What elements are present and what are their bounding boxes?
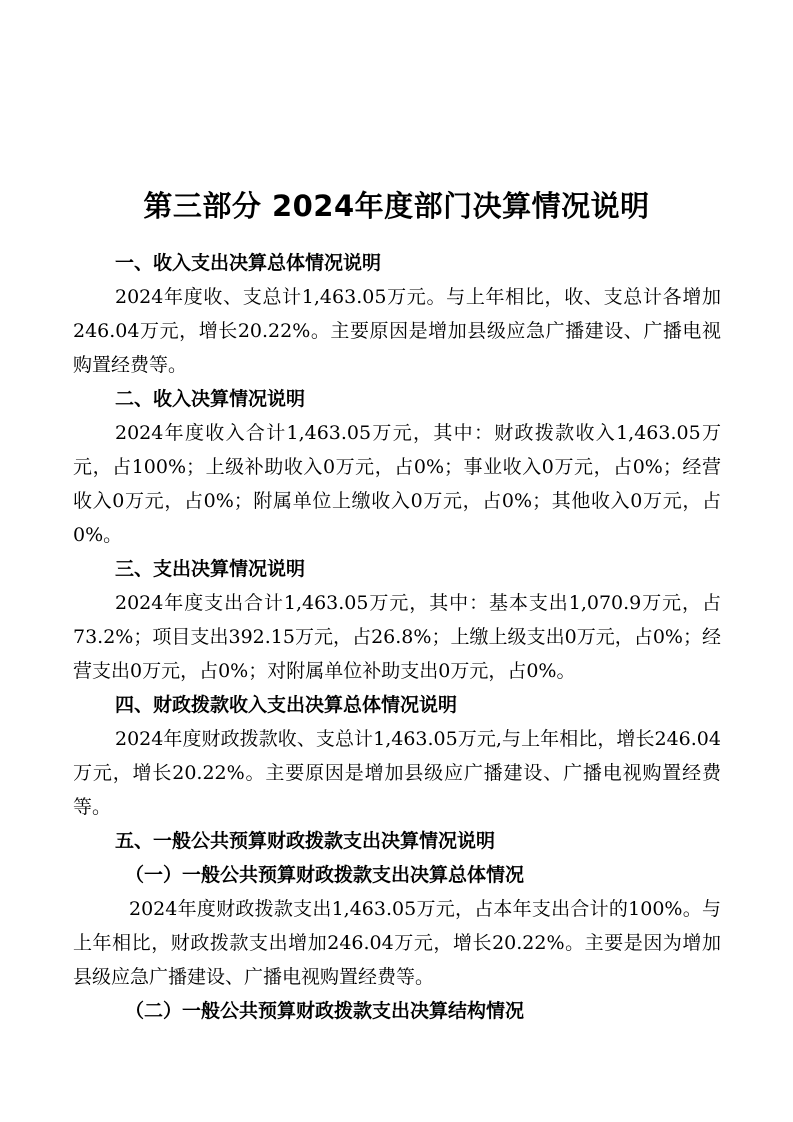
section-heading-income: 二、收入决算情况说明: [115, 388, 306, 410]
section-heading-income-expenditure-overview: 一、收入支出决算总体情况说明: [115, 252, 382, 274]
subsection-heading-overall: （一）一般公共预算财政拨款支出决算总体情况: [125, 864, 525, 886]
subsection-heading-structure: （二）一般公共预算财政拨款支出决算结构情况: [125, 1000, 525, 1022]
section-text-fiscal-appropriation: 2024年度财政拨款收、支总计1,463.05万元,与上年相比，增长246.04万元，增长20.22%。主要原因是增加县级应广播建设、广播电视购置经费等。: [73, 728, 721, 818]
section-heading-expenditure: 三、支出决算情况说明: [115, 558, 306, 580]
document-body: [73, 246, 721, 1028]
section-text-income: 2024年度收入合计1,463.05万元，其中：财政拨款收入1,463.05万元，占100%；上级补助收入0万元，占0%；事业收入0万元，占0%；经营收入0万元，占0%；附属单位上缴收入0万元，占0%；其他收入0万元，占0%。: [73, 422, 721, 546]
page-title: 第三部分 2024年度部门决算情况说明: [143, 189, 650, 223]
section-text-expenditure: 2024年度支出合计1,463.05万元，其中：基本支出1,070.9万元，占73.2%；项目支出392.15万元，占26.8%；上缴上级支出0万元，占0%；经营支出0万元，占0%；对附属单位补助支出0万元，占0%。: [73, 592, 721, 682]
section-heading-fiscal-appropriation: 四、财政拨款收入支出决算总体情况说明: [115, 694, 458, 716]
section-heading-general-public-budget: 五、一般公共预算财政拨款支出决算情况说明: [115, 830, 496, 852]
subsection-text-overall: 2024年度财政拨款支出1,463.05万元，占本年支出合计的100%。与上年相比，财政拨款支出增加246.04万元，增长20.22%。主要是因为增加县级应急广播建设、广播电视购置经费等。: [73, 898, 721, 988]
section-text-income-expenditure-overview: 2024年度收、支总计1,463.05万元。与上年相比，收、支总计各增加246.04万元，增长20.22%。主要原因是增加县级应急广播建设、广播电视购置经费等。: [73, 286, 721, 376]
